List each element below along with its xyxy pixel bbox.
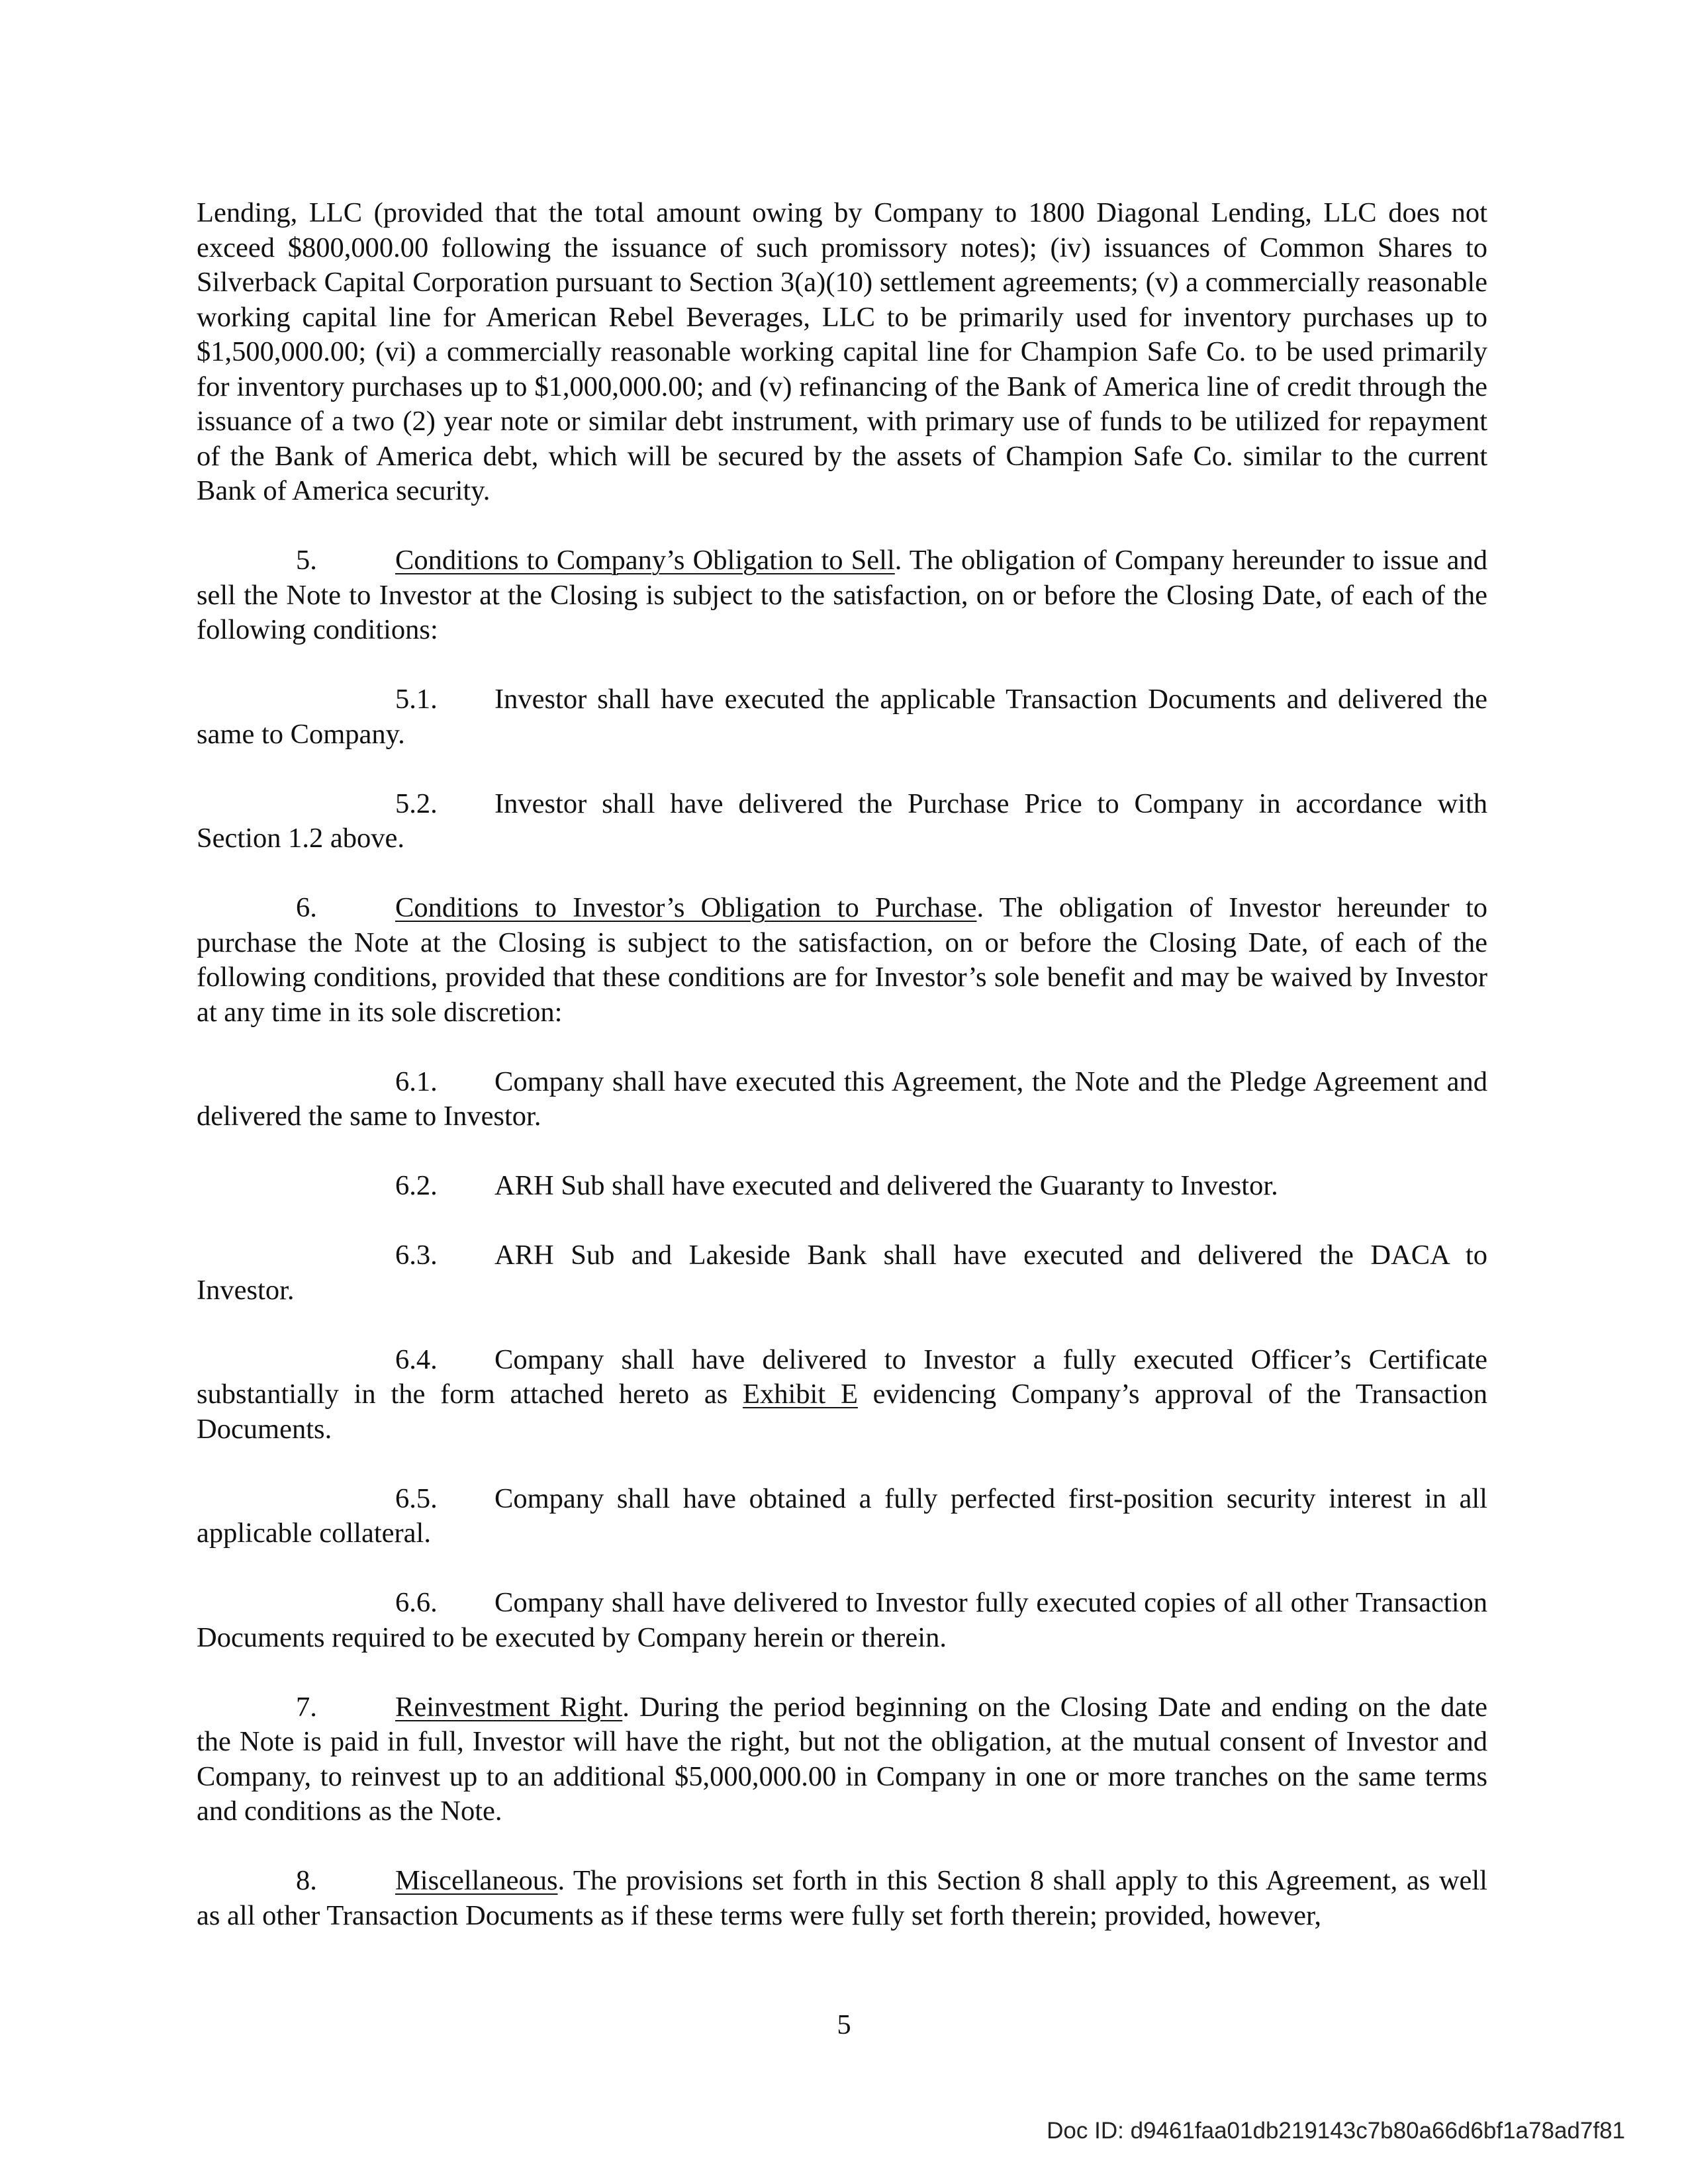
- section-5-2-text: Investor shall have delivered the Purchase Price to Company in accordance with Section 1.2 above.: [197, 788, 1487, 854]
- section-6-1-text: Company shall have executed this Agreement, the Note and the Pledge Agreement and delivered the same to Investor.: [197, 1066, 1487, 1132]
- section-6-5: [197, 1482, 1487, 1551]
- section-8-heading: Miscellaneous: [395, 1865, 558, 1896]
- section-5-text: . The obligation of Company hereunder to issue and sell the Note to Investor at the Closing is subject to the satisfaction, on or before the Closing Date, of each of the following conditions:: [197, 545, 1488, 645]
- section-5-1-number: 5.1.: [395, 684, 438, 715]
- section-8: [197, 1864, 1487, 1933]
- section-6-6: [197, 1586, 1487, 1655]
- section-6-4-text-after: evidencing Company’s approval of the Transaction Documents.: [197, 1379, 1487, 1445]
- section-6-5-text: Company shall have obtained a fully perfected first-position security interest in all applicable collateral.: [197, 1482, 1487, 1549]
- section-6-heading: Conditions to Investor’s Obligation to Purchase: [395, 892, 977, 923]
- section-6-4-number: 6.4.: [395, 1343, 438, 1375]
- page-number: 5: [837, 2009, 851, 2040]
- section-6-3-text-line1: ARH Sub and Lakeside Bank shall have executed and delivered the DACA to: [494, 1240, 1487, 1271]
- section-6-number: 6.: [296, 892, 317, 923]
- section-7-number: 7.: [296, 1691, 317, 1723]
- section-6-3-text-line2: Investor.: [197, 1274, 295, 1306]
- section-6-2-number: 6.2.: [395, 1170, 438, 1201]
- section-6-5-number: 6.5.: [395, 1482, 438, 1514]
- section-5-1: [197, 682, 1487, 752]
- section-6-1-number: 6.1.: [395, 1066, 438, 1097]
- section-6-3: [197, 1238, 1487, 1308]
- section-5-1-text: Investor shall have executed the applicable Transaction Documents and delivered the same to Company.: [197, 684, 1487, 750]
- section-7-text: . During the period beginning on the Closing Date and ending on the date the Note is paid in full, Investor will have the right, but not the obligation, at the mutual consent of Investor and Company, to reinvest up to an additional $5,000,000.00 in Company in one or more tranches on the same terms and conditions as the Note.: [197, 1691, 1487, 1827]
- section-6-2-text: ARH Sub shall have executed and delivered the Guaranty to Investor.: [494, 1170, 1278, 1201]
- section-6-4-text-before: Company shall have delivered to Investor a fully executed Officer’s Certificate substantially in the form attached hereto as: [197, 1343, 1487, 1410]
- section-7: [197, 1690, 1487, 1829]
- section-6: [197, 891, 1487, 1030]
- section-6-3-number: 6.3.: [395, 1240, 438, 1271]
- section-6-6-text: Company shall have delivered to Investor fully executed copies of all other Transaction Documents required to be executed by Company herein or therein.: [197, 1587, 1487, 1653]
- section-6-6-number: 6.6.: [395, 1587, 438, 1618]
- doc-id-footer: Doc ID: d9461faa01db219143c7b80a66d6bf1a78ad7f81: [1047, 2118, 1625, 2144]
- section-5-heading: Conditions to Company’s Obligation to Sell: [395, 545, 895, 576]
- carryover-paragraph: Lending, LLC (provided that the total amount owing by Company to 1800 Diagonal Lending, LLC does not exceed $800,000.00 following the issuance of such promissory notes); (iv) issuances of Common Shares to Silverback Capital Corporation pursuant to Section 3(a)(10) settlement agreements; (v) a commercially reasonable working capital line for American Rebel Beverages, LLC to be primarily used for inventory purchases up to $1,500,000.00; (vi) a commercially reasonable working capital line for Champion Safe Co. to be used primarily for inventory purchases up to $1,000,000.00; and (v) refinancing of the Bank of America line of credit through the issuance of a two (2) year note or similar debt instrument, with primary use of funds to be utilized for repayment of the Bank of America debt, which will be secured by the assets of Champion Safe Co. similar to the current Bank of America security.: [197, 197, 1487, 506]
- document-body: [197, 196, 1487, 1968]
- section-7-heading: Reinvestment Right: [395, 1691, 623, 1723]
- section-6-text: . The obligation of Investor hereunder to purchase the Note at the Closing is subject to the satisfaction, on or before the Closing Date, of each of the following conditions, provided that these conditions are for Investor’s sole benefit and may be waived by Investor at any time in its sole discretion:: [197, 892, 1487, 1028]
- section-5-2: [197, 787, 1487, 856]
- section-5: [197, 543, 1487, 648]
- section-6-1: [197, 1065, 1487, 1134]
- section-5-number: 5.: [296, 545, 317, 576]
- section-6-4: [197, 1343, 1487, 1447]
- exhibit-e-reference: Exhibit E: [743, 1379, 858, 1410]
- section-5-2-number: 5.2.: [395, 788, 438, 819]
- section-8-number: 8.: [296, 1865, 317, 1896]
- section-6-2: [197, 1169, 1487, 1204]
- section-8-text: . The provisions set forth in this Section 8 shall apply to this Agreement, as well as all other Transaction Documents as if these terms were fully set forth therein; provided, however,: [197, 1865, 1487, 1931]
